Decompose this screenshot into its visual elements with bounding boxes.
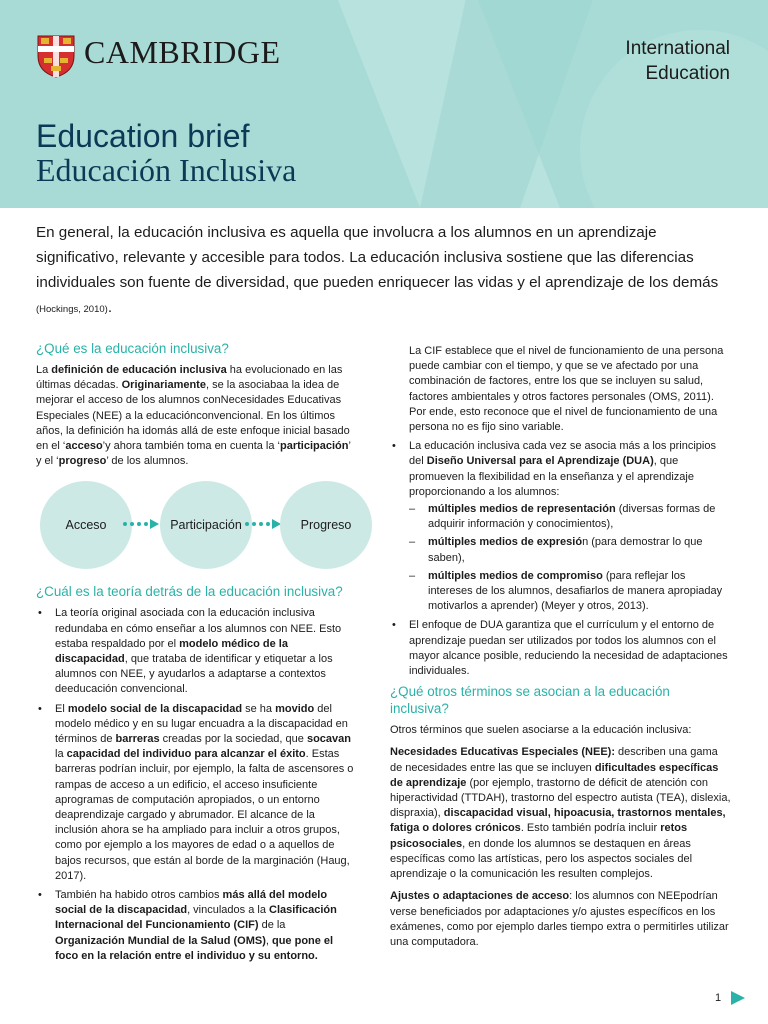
- heading-teoria: ¿Cuál es la teoría detrás de la educación inclusiva?: [36, 584, 343, 600]
- ie-line1: International: [625, 38, 730, 59]
- flow-diagram: [36, 479, 358, 571]
- header-banner: [0, 0, 768, 208]
- page-number: 1: [715, 992, 722, 1004]
- flow-acceso: Acceso: [40, 481, 132, 569]
- intro-text: En general, la educación inclusiva es aquella que involucra a los alumnos en un aprendizaje significativo, relevante y accesible para todos. La educación inclusiva sostiene que las diferencias individuales son fuente de diversidad, que pueden enriquecer las vidas y el aprendizaje de los demás: [36, 224, 719, 291]
- teoria-list: [36, 606, 358, 964]
- dotted-arrow-icon: [122, 518, 162, 530]
- intro-paragraph: [36, 220, 736, 322]
- brand-wordmark: CAMBRIDGE: [84, 34, 281, 70]
- otros-intro: Otros términos que suelen asociarse a la educación inclusiva:: [390, 724, 692, 737]
- next-page-arrow-icon[interactable]: [730, 990, 746, 1006]
- ie-line2: Education: [645, 63, 730, 84]
- title-english: Education brief: [36, 118, 250, 154]
- cambridge-crest-icon: [36, 34, 76, 78]
- heading-que-es: ¿Qué es la educación inclusiva?: [36, 341, 229, 356]
- heading-otros-terminos: ¿Qué otros términos se asocian a la educación inclusiva?: [390, 684, 670, 717]
- definition-paragraph: La definición de educación inclusiva ha evolucionado en las últimas décadas. Originariamente, se la asociabaa la idea de mejorar el acceso de los alumnos conNecesidades Educativas Especiales (NEE) a la educaciónconvencional. En los últimos años, la definición ha idomás allá de este enfoque inicial basado en el ‘acceso’y ahora también toma en cuenta la ‘participación’ y el ‘progreso’ de los alumnos.: [36, 364, 351, 468]
- flow-participacion: Participación: [160, 481, 252, 569]
- list-item: • El enfoque de DUA garantiza que el currículum y el entorno de aprendizaje puedan ser utilizados por todos los alumnos con el mayor alcance posible, reduciendo la necesidad de adaptaciones individuales.: [390, 618, 732, 679]
- list-item: – múltiples medios de expresión (para demostrar lo que saben),: [409, 535, 732, 565]
- cif-paragraph: La CIF establece que el nivel de funcionamiento de una persona puede cambiar con el tiempo, y que se ve afectado por una combinación de factores, entre los que se incluyen su salud, factores ambientales y otros factores personales (OMS, 2011). Por ende, esto reconoce que el nivel de funcionamiento de una persona no es fijo sino variable.: [409, 345, 724, 434]
- intro-citation: (Hockings, 2010): [36, 304, 108, 315]
- list-item: • La teoría original asociada con la educación inclusiva redundaba en cómo enseñar a los alumnos con NEE. Esto estaba respaldado por el modelo médico de la discapacidad, que trataba de identificar y etiquetar a los alumnos con NEE, y ayudarlos a adaptarse a contextos deeducación convencional.: [36, 606, 358, 697]
- international-education-label: [625, 36, 730, 86]
- list-item: – múltiples medios de compromiso (para reflejar los intereses de los alumnos, desafiarlos de manera apropiaday motivarlos a aprender) (Meyer y otros, 2013).: [409, 569, 732, 615]
- nee-paragraph: Necesidades Educativas Especiales (NEE): describen una gama de necesidades entre las que se incluyen dificultades específicas de aprendizaje (por ejemplo, trastorno de déficit de atención con hiperactividad (TTDAH), trastorno del espectro autista (TEA), dislexia, dispraxia), discapacidad visual, hipoacusia, trastornos mentales, fatiga o dolores crónicos. Esto también podría incluir retos psicosociales, en donde los alumnos se destaquen en áreas específicas como las artísticas, pero los aspectos sociales del aprendizaje o la comunicación les resulten complejos.: [390, 746, 731, 881]
- right-column: [390, 344, 732, 950]
- list-item: • También ha habido otros cambios más allá del modelo social de la discapacidad, vinculados a la Clasificación Internacional del Funcionamiento (CIF) de la Organización Mundial de la Salud (OMS), que pone el foco en la relación entre el individuo y su entorno.: [36, 888, 358, 964]
- ajustes-paragraph: Ajustes o adaptaciones de acceso: los alumnos con NEEpodrían verse beneficiados por adaptaciones y/o ajustes específicos en los exámenes, como por ejemplo darles tiempo extra o permitirles utilizar una computadora.: [390, 890, 729, 948]
- title-spanish: Educación Inclusiva: [36, 152, 297, 188]
- dotted-arrow-icon: [244, 518, 284, 530]
- list-item: – múltiples medios de representación (diversas formas de adquirir información y conocimientos),: [409, 502, 732, 532]
- flow-progreso: Progreso: [280, 481, 372, 569]
- left-column: [36, 340, 358, 968]
- list-item: • La educación inclusiva cada vez se asocia más a los principios del Diseño Universal para el Aprendizaje (DUA), que promueven la flexibilidad en la enseñanza y el aprendizaje proporcionando a los alumnos: – múltiples medios de representación (diversas formas de adquirir información y conocimientos), – múltiples medios de expresión (para demostrar lo que saben), – múltiples medios de compromiso (para reflejar los intereses de los alumnos, desafiarlos de manera apropiaday motivarlos a aprender) (Meyer y otros, 2013).: [390, 439, 732, 614]
- intro-end: .: [107, 299, 113, 316]
- list-item: • El modelo social de la discapacidad se ha movido del modelo médico y en su lugar encuadra a la discapacidad en términos de barreras creadas por la sociedad, que socavan la capacidad del individuo para alcanzar el éxito. Estas barreras podrían incluir, por ejemplo, la falta de ascensores o rampas de acceso a un edificio, el acceso insuficiente aprogramas de computación apropiados, o un entorno deaprendizaje cargado y abrumador. El alcance de la inclusión ahora se ha ampliado para incluir a otros grupos, como por ejemplo a los mayores de edad o a aquellos de bajos recursos, que están al borde de la marginación (Haug, 2017).: [36, 702, 358, 884]
- dua-list: [390, 439, 732, 679]
- dua-sublist: [409, 502, 732, 614]
